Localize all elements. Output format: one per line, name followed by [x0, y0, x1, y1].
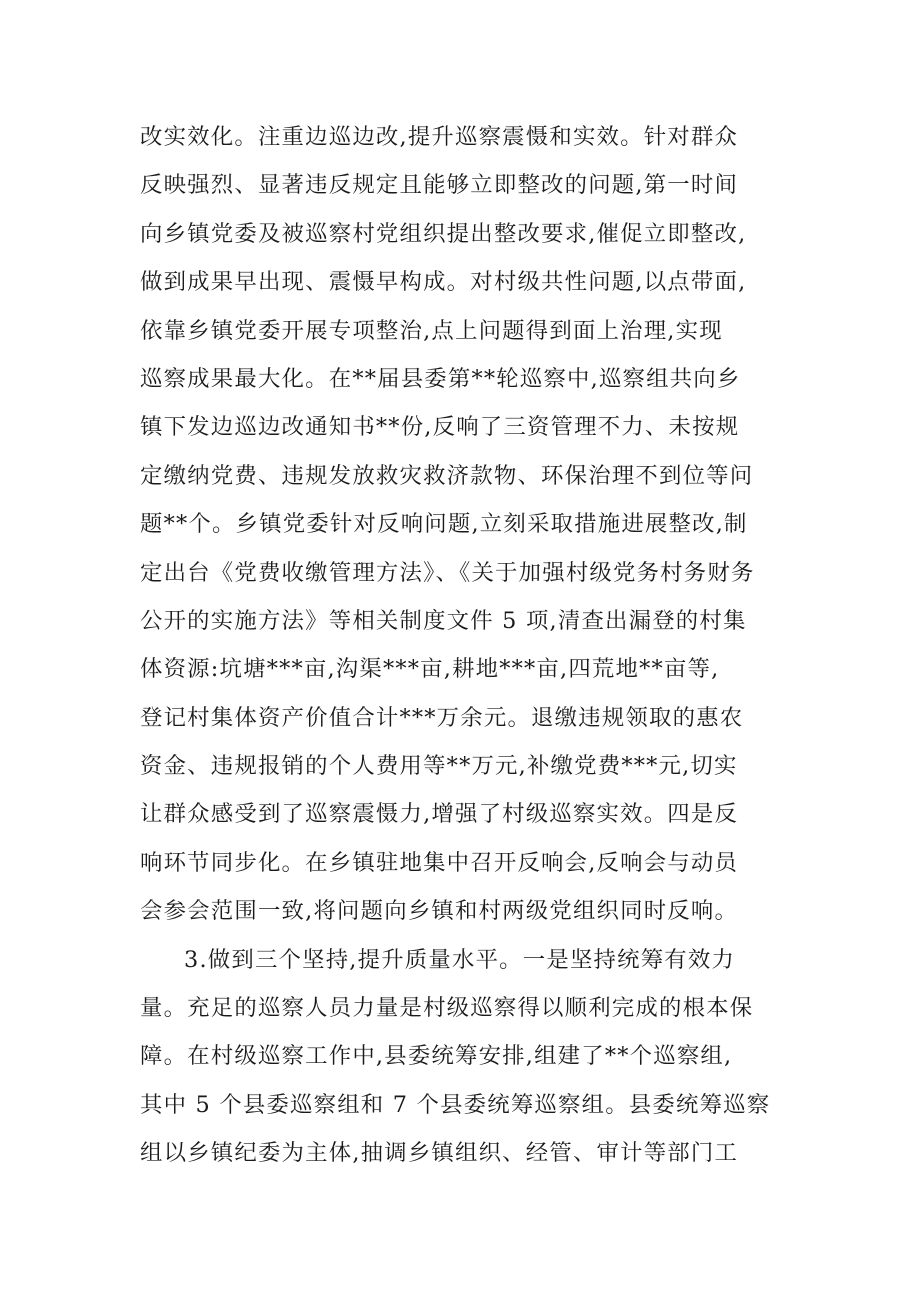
text-line: 反映强烈、显著违反规定且能够立即整改的问题,第一时间 [140, 172, 739, 199]
text-line: 向乡镇党委及被巡察村党组织提出整改要求,催促立即整改, [140, 220, 747, 247]
body-text [140, 113, 800, 1178]
text-line: 定缴纳党费、违规发放救灾救济款物、环保治理不到位等问 [140, 462, 754, 489]
text-line: 公开的实施方法》等相关制度文件 5 项,清查出漏登的村集 [140, 607, 747, 634]
text-line: 定出台《党费收缴管理方法》、《关于加强村级党务村务财务 [140, 559, 755, 586]
text-line: 让群众感受到了巡察震慑力,增强了村级巡察实效。四是反 [140, 801, 739, 828]
text-line: 改实效化。注重边巡边改,提升巡察震慑和实效。针对群众 [140, 124, 739, 150]
text-line: 响环节同步化。在乡镇驻地集中召开反响会,反响会与动员 [140, 849, 739, 876]
text-line: 依靠乡镇党委开展专项整治,点上问题得到面上治理,实现 [140, 317, 723, 344]
text-line: 做到成果早出现、震慑早构成。对村级共性问题,以点带面, [140, 269, 747, 296]
text-line: 巡察成果最大化。在**届县委第**轮巡察中,巡察组共向乡 [140, 365, 741, 392]
section-heading-line: 3.做到三个坚持,提升质量水平。一是坚持统筹有效力 [184, 946, 736, 973]
text-line: 会参会范围一致,将问题向乡镇和村两级党组织同时反响。 [140, 898, 739, 925]
text-line: 题**个。乡镇党委针对反响问题,立刻采取措施进展整改,制 [140, 511, 748, 538]
text-line: 登记村集体资产价值合计***万余元。退缴违规领取的惠农 [140, 704, 744, 731]
text-line: 体资源:坑塘***亩,沟渠***亩,耕地***亩,四荒地**亩等, [140, 656, 720, 683]
text-line: 组以乡镇纪委为主体,抽调乡镇组织、经管、审计等部门工 [140, 1140, 739, 1167]
text-line: 其中 5 个县委巡察组和 7 个县委统筹巡察组。县委统筹巡察 [140, 1091, 771, 1118]
text-line: 量。充足的巡察人员力量是村级巡察得以顺利完成的根本保 [140, 995, 754, 1022]
text-line: 障。在村级巡察工作中,县委统筹安排,组建了**个巡察组, [140, 1043, 733, 1070]
text-line: 资金、违规报销的个人费用等**万元,补缴党费***元,切实 [140, 753, 738, 780]
text-line: 镇下发边巡边改通知书**份,反响了三资管理不力、未按规 [140, 414, 740, 441]
